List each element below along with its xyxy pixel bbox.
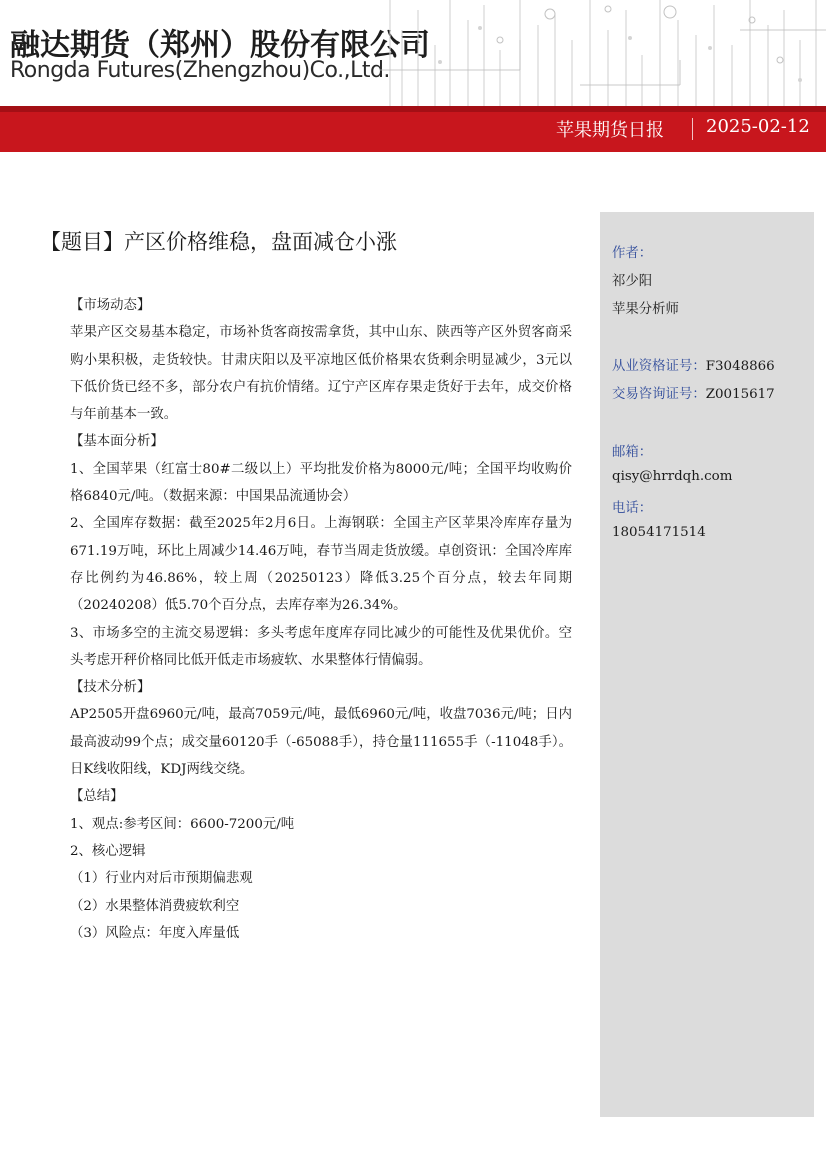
paragraph: AP2505开盘6960元/吨，最高7059元/吨，最低6960元/吨，收盘7036元/吨；日内最高波动99个点；成交量60120手（-65088手），持仓量111655手（-11048手）。日K线收阳线，KDJ两线交绕。 [70, 707, 572, 778]
consult-label: 交易咨询证号： [612, 387, 706, 402]
paragraph: 2、核心逻辑 [70, 843, 146, 859]
title-separator [692, 118, 693, 140]
paragraph: （2）水果整体消费疲软利空 [70, 898, 240, 914]
paragraph: 苹果产区交易基本稳定，市场补货客商按需拿货，其中山东、陕西等产区外贸客商采购小果积极，走货较快。甘肃庆阳以及平凉地区低价格果农货剩余明显减少，3元以下低价货已经不多，部分农户有抗价情绪。辽宁产区库存果走货好于去年，成交价格与年前基本一致。 [70, 325, 572, 423]
author-label: 作者： [612, 246, 653, 261]
paragraph: 1、全国苹果（红富士80#二级以上）平均批发价格为8000元/吨；全国平均收购价格6840元/吨。（数据来源：中国果品流通协会） [70, 461, 572, 505]
paragraph: 1、观点:参考区间：6600-7200元/吨 [70, 816, 295, 832]
paragraph: （1）行业内对后市预期偏悲观 [70, 871, 253, 887]
author-sidebar [600, 212, 814, 1117]
section-heading: 【市场动态】 [70, 298, 151, 313]
report-date: 2025-02-12 [706, 116, 810, 137]
page-header [0, 0, 826, 106]
decorative-stripes-graphic [380, 0, 826, 106]
company-name-en: Rongda Futures(Zhengzhou)Co.,Ltd. [10, 58, 390, 83]
email-value: qisy@hrrdqh.com [612, 469, 733, 484]
paragraph: （3）风险点：年度入库量低 [70, 925, 240, 941]
paragraph: 2、全国库存数据：截至2025年2月6日。上海钢联：全国主产区苹果冷库库存量为671.19万吨，环比上周减少14.46万吨，春节当周走货放缓。卓创资讯：全国冷库库存比例约为46.86%，较上周（20250123）降低3.25个百分点，较去年同期（20240208）低5.70个百分点，去库存率为26.34%。 [70, 516, 572, 614]
author-role: 苹果分析师 [612, 302, 679, 317]
company-name-cn: 融达期货（郑州）股份有限公司 [10, 28, 430, 63]
qualification-row [612, 355, 775, 374]
section-heading: 【总结】 [70, 789, 124, 805]
email-label: 邮箱： [612, 445, 653, 460]
phone-label: 电话： [612, 501, 653, 516]
article-body [70, 292, 572, 947]
paragraph: 3、市场多空的主流交易逻辑：多头考虑年度库存同比减少的可能性及优果优价。空头考虑开秤价格同比低开低走市场疲软、水果整体行情偏弱。 [70, 625, 572, 668]
consult-row [612, 383, 775, 402]
qualification-label: 从业资格证号： [612, 359, 706, 374]
qualification-code: F3048866 [705, 359, 775, 374]
author-name: 祁少阳 [612, 274, 653, 289]
section-heading: 【基本面分析】 [70, 434, 164, 450]
section-heading: 【技术分析】 [70, 680, 151, 696]
article-title: 【题目】产区价格维稳，盘面减仓小涨 [40, 230, 397, 254]
phone-value: 18054171514 [612, 525, 706, 540]
report-title: 苹果期货日报 [556, 120, 664, 141]
consult-code: Z0015617 [705, 387, 775, 402]
title-bar [0, 106, 826, 152]
